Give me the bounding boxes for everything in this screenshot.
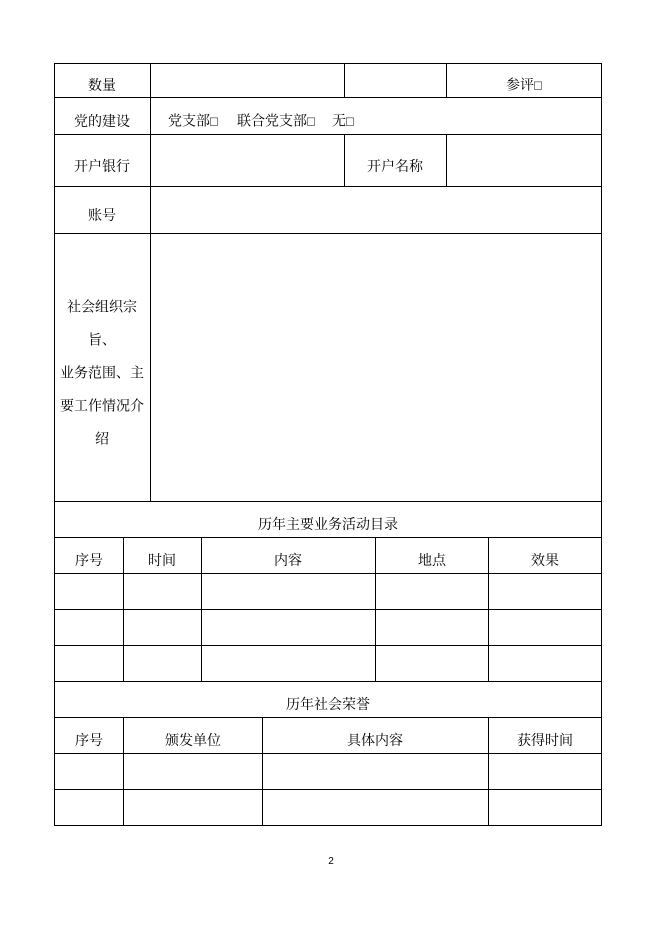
honors-table-row[interactable] — [55, 790, 601, 825]
party-option-branch[interactable] — [168, 112, 218, 131]
account-number-label: 账号 — [88, 207, 116, 223]
honors-title: 历年社会荣誉 — [286, 696, 370, 712]
intro-line: 要工作情况介 — [60, 397, 144, 414]
activities-header-effect: 效果 — [531, 552, 559, 568]
party-option-joint-branch[interactable] — [237, 112, 315, 131]
honors-header-details: 具体内容 — [347, 732, 403, 748]
activities-title: 历年主要业务活动目录 — [258, 516, 398, 532]
quantity-input-cell[interactable] — [151, 64, 344, 97]
option-label: 党支部 — [168, 112, 210, 129]
registration-form-table — [54, 63, 602, 826]
account-name-input-cell[interactable] — [447, 135, 601, 186]
activities-header-no: 序号 — [75, 552, 103, 568]
account-name-label: 开户名称 — [367, 158, 423, 174]
review-label: 参评 — [506, 76, 534, 93]
page-number: 2 — [328, 856, 334, 867]
activities-header-location: 地点 — [418, 552, 446, 568]
organization-intro-label — [54, 291, 150, 456]
organization-intro-input-cell[interactable] — [151, 234, 601, 501]
party-building-label: 党的建设 — [74, 113, 130, 129]
activities-table-row[interactable] — [55, 646, 601, 681]
honors-header-date: 获得时间 — [517, 732, 573, 748]
intro-line: 业务范围、主 — [60, 364, 144, 381]
quantity-label: 数量 — [88, 77, 116, 93]
quantity-extra-cell[interactable] — [345, 64, 446, 97]
honors-table-row[interactable] — [55, 754, 601, 789]
account-number-input-cell[interactable] — [151, 187, 601, 233]
review-checkbox[interactable]: □ — [534, 77, 542, 93]
checkbox[interactable]: □ — [346, 113, 354, 129]
activities-header-time: 时间 — [148, 552, 176, 568]
option-label: 无 — [332, 112, 346, 129]
activities-header-content: 内容 — [274, 552, 302, 568]
activities-table-row[interactable] — [55, 574, 601, 609]
option-label: 联合党支部 — [237, 112, 307, 129]
bank-input-cell[interactable] — [151, 135, 344, 186]
honors-header-no: 序号 — [75, 732, 103, 748]
intro-line: 社会组织宗旨、 — [67, 298, 137, 348]
honors-header-issuer: 颁发单位 — [165, 732, 221, 748]
checkbox[interactable]: □ — [210, 113, 218, 129]
review-option[interactable] — [506, 76, 542, 95]
party-option-none[interactable] — [332, 112, 354, 131]
activities-table-row[interactable] — [55, 610, 601, 645]
checkbox[interactable]: □ — [307, 113, 315, 129]
intro-line: 绍 — [95, 430, 109, 447]
bank-label: 开户银行 — [74, 158, 130, 174]
